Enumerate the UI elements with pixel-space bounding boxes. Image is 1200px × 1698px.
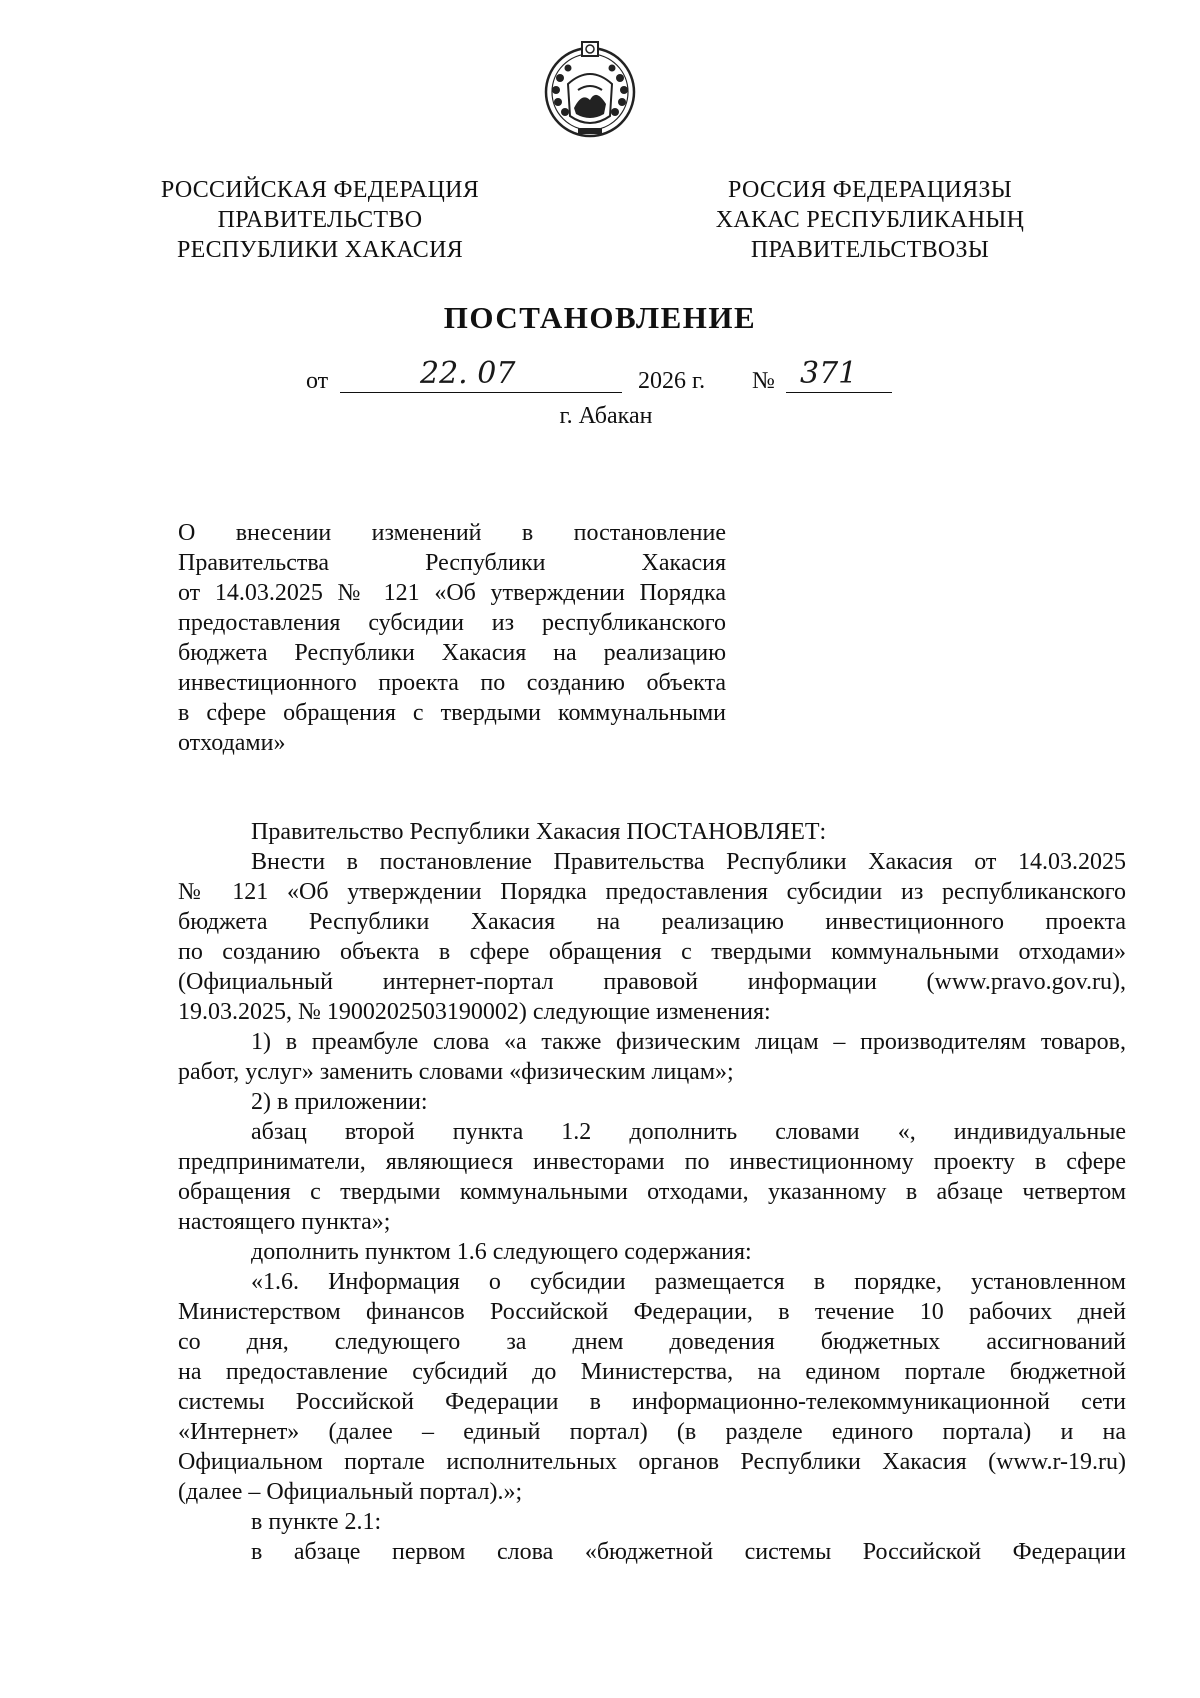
subject-line: бюджета Республики Хакасия на реализацию bbox=[178, 640, 726, 666]
handwritten-date: 22. 07 bbox=[420, 356, 516, 391]
date-number-line bbox=[300, 356, 920, 399]
subject-line: в сфере обращения с твердыми коммунальными bbox=[178, 700, 726, 726]
body-line: «1.6. Информация о субсидии размещается в порядке, установленном bbox=[251, 1269, 1126, 1295]
coat-of-arms-emblem-icon bbox=[538, 38, 642, 142]
subject-line: инвестиционного проекта по созданию объекта bbox=[178, 670, 726, 696]
body-line: предприниматели, являющиеся инвесторами по инвестиционному проекту в сфере bbox=[178, 1149, 1126, 1175]
body-line: (далее – Официальный портал).»; bbox=[178, 1479, 523, 1505]
header-right-line-2: ХАКАС РЕСПУБЛИКАНЫҢ bbox=[715, 207, 1025, 233]
date-underline bbox=[340, 392, 622, 393]
document-body bbox=[178, 817, 1126, 1567]
body-line: 19.03.2025, № 1900202503190002) следующие изменения: bbox=[178, 999, 771, 1025]
document-type-title: ПОСТАНОВЛЕНИЕ bbox=[443, 300, 757, 335]
body-line: работ, услуг» заменить словами «физическим лицам»; bbox=[178, 1059, 734, 1085]
subject-line: О внесении изменений в постановление bbox=[178, 520, 726, 546]
header-khakas bbox=[690, 175, 1050, 265]
body-line: в абзаце первом слова «бюджетной системы Российской Федерации bbox=[251, 1539, 1126, 1565]
body-line: со дня, следующего за днем доведения бюджетных ассигнований bbox=[178, 1329, 1126, 1355]
body-line: настоящего пункта»; bbox=[178, 1209, 391, 1235]
body-line: (Официальный интернет-портал правовой информации (www.pravo.gov.ru), bbox=[178, 969, 1126, 995]
from-label: от bbox=[306, 368, 329, 394]
handwritten-number: 371 bbox=[800, 356, 858, 391]
subject-line: Правительства Республики Хакасия bbox=[178, 550, 726, 576]
header-russian bbox=[150, 175, 490, 265]
body-line: абзац второй пункта 1.2 дополнить словами «, индивидуальные bbox=[251, 1119, 1126, 1145]
subject-line: от 14.03.2025 № 121 «Об утверждении Порядка bbox=[178, 580, 726, 606]
header-left-line-3: РЕСПУБЛИКИ ХАКАСИЯ bbox=[176, 237, 464, 263]
body-line: «Интернет» (далее – единый портал) (в разделе единого портала) и на bbox=[178, 1419, 1126, 1445]
body-line: обращения с твердыми коммунальными отходами, указанному в абзаце четвертом bbox=[178, 1179, 1126, 1205]
header-left-line-1: РОССИЙСКАЯ ФЕДЕРАЦИЯ bbox=[160, 177, 480, 203]
body-line: Правительство Республики Хакасия ПОСТАНОВЛЯЕТ: bbox=[251, 819, 827, 845]
body-line: на предоставление субсидий до Министерства, на едином портале бюджетной bbox=[178, 1359, 1126, 1385]
body-line: по созданию объекта в сфере обращения с твердыми коммунальными отходами» bbox=[178, 939, 1126, 965]
body-line: Официальном портале исполнительных органов Республики Хакасия (www.r-19.ru) bbox=[178, 1449, 1126, 1475]
subject-heading bbox=[178, 518, 726, 758]
number-underline bbox=[786, 392, 892, 393]
subject-line: отходами» bbox=[178, 730, 286, 756]
city-label: г. Абакан bbox=[559, 403, 653, 429]
body-line: системы Российской Федерации в информационно-телекоммуникационной сети bbox=[178, 1389, 1126, 1415]
body-line: Внести в постановление Правительства Республики Хакасия от 14.03.2025 bbox=[251, 849, 1126, 875]
body-line: Министерством финансов Российской Федерации, в течение 10 рабочих дней bbox=[178, 1299, 1126, 1325]
subject-line: предоставления субсидии из республиканского bbox=[178, 610, 726, 636]
body-line: № 121 «Об утверждении Порядка предоставления субсидии из республиканского bbox=[178, 879, 1126, 905]
header-right-line-1: РОССИЯ ФЕДЕРАЦИЯЗЫ bbox=[728, 177, 1012, 203]
number-label: № bbox=[752, 368, 775, 394]
body-line: 1) в преамбуле слова «а также физическим лицам – производителям товаров, bbox=[251, 1029, 1126, 1055]
body-line: 2) в приложении: bbox=[251, 1089, 428, 1115]
year-label: 2026 г. bbox=[638, 368, 706, 394]
body-line: бюджета Республики Хакасия на реализацию инвестиционного проекта bbox=[178, 909, 1126, 935]
header-left-line-2: ПРАВИТЕЛЬСТВО bbox=[217, 207, 423, 233]
body-line: в пункте 2.1: bbox=[251, 1509, 382, 1535]
header-right-line-3: ПРАВИТЕЛЬСТВОЗЫ bbox=[750, 237, 990, 263]
body-line: дополнить пунктом 1.6 следующего содержания: bbox=[251, 1239, 752, 1265]
